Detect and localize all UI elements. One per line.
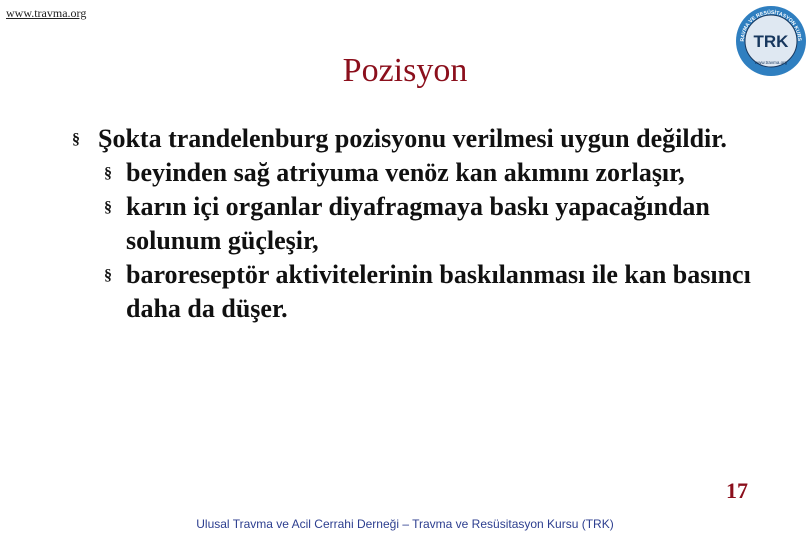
- slide-title: Pozisyon: [342, 52, 468, 89]
- site-link[interactable]: www.travma.org: [6, 6, 87, 20]
- logo-bottom-text: www.travma.org: [754, 60, 788, 65]
- bullet-marker: §: [72, 131, 80, 148]
- logo-center-text: TRK: [753, 32, 789, 51]
- bullet-item-3: [72, 190, 772, 258]
- bullet-item-4: [72, 258, 772, 326]
- logo-ring-text: RAVMA VE RESÜSİTASYON KURS: [739, 9, 803, 42]
- bullet-text: beyinden sağ atriyuma venöz kan akımını zorlaşır,: [126, 158, 685, 187]
- footer-text: Ulusal Travma ve Acil Cerrahi Derneği – Travma ve Resüsitasyon Kursu (TRK): [196, 517, 614, 531]
- bullet-text: Şokta trandelenburg pozisyonu verilmesi uygun değildir.: [98, 124, 727, 153]
- bullet-text: baroreseptör aktivitelerinin baskılanması ile kan basıncı daha da düşer.: [126, 260, 751, 323]
- page-number: 17: [726, 478, 748, 503]
- bullet-marker: §: [104, 165, 112, 182]
- bullet-list: [72, 122, 772, 326]
- bullet-marker: §: [104, 267, 112, 284]
- bullet-text: karın içi organlar diyafragmaya baskı yapacağından solunum güçleşir,: [126, 192, 710, 255]
- bullet-marker: §: [104, 199, 112, 216]
- bullet-item-2: [72, 156, 772, 190]
- bullet-item-1: [72, 122, 772, 156]
